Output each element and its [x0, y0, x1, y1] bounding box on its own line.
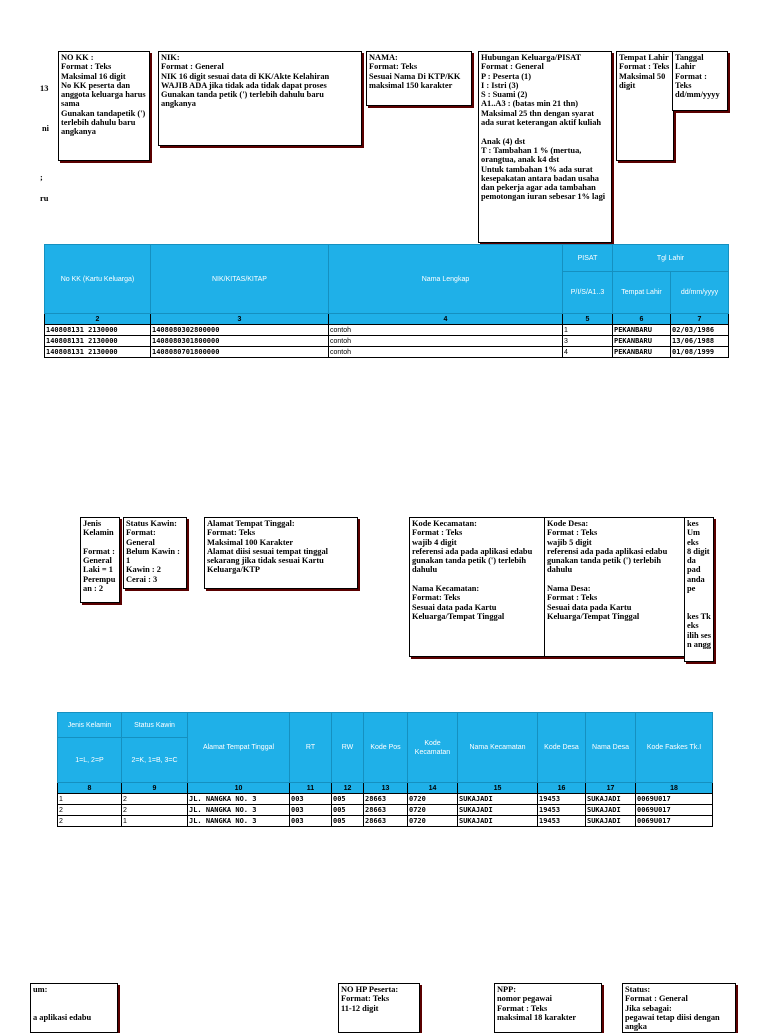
cell-status-kawin[interactable]: 2: [122, 805, 188, 816]
cell-nik[interactable]: 1408080701800000: [151, 347, 329, 358]
cell-tempat-lahir[interactable]: PEKANBARU: [613, 336, 671, 347]
cell-kode-desa[interactable]: 19453: [538, 794, 586, 805]
left-fragment-13: 13: [40, 84, 49, 93]
cell-nama[interactable]: contoh: [329, 325, 563, 336]
column-number: 7: [671, 314, 729, 325]
cell-nama-desa[interactable]: SUKAJADI: [586, 794, 636, 805]
left-fragment-ni: ni: [42, 124, 49, 133]
column-number: 8: [58, 783, 122, 794]
header-alamat: Alamat Tempat Tinggal: [188, 713, 290, 783]
header-nama-kecamatan: Nama Kecamatan: [458, 713, 538, 783]
comment-no-hp: NO HP Peserta: Format: Teks 11-12 digit: [338, 983, 420, 1033]
cell-nama[interactable]: contoh: [329, 336, 563, 347]
header-status-kawin: Status Kawin: [122, 713, 188, 738]
cell-status-kawin[interactable]: 2: [122, 794, 188, 805]
cell-rw[interactable]: 005: [332, 805, 364, 816]
comment-npp: NPP: nomor pegawai Format : Teks maksimal 18 karakter: [494, 983, 602, 1033]
table-row: [58, 816, 713, 827]
cell-kode-kecamatan[interactable]: 0720: [408, 816, 458, 827]
cell-pisat[interactable]: 1: [563, 325, 613, 336]
cell-nama-desa[interactable]: SUKAJADI: [586, 816, 636, 827]
cell-kode-faskes[interactable]: 0069U017: [636, 794, 713, 805]
column-number: 6: [613, 314, 671, 325]
cell-rt[interactable]: 003: [290, 794, 332, 805]
header-kode-pos: Kode Pos: [364, 713, 408, 783]
comment-hubungan-keluarga: Hubungan Keluarga/PISAT Format : General P : Peserta (1) I : Istri (3) S : Suami (2) A1..A3 : (batas min 21 thn) Maksimal 25 thn dengan syarat ada surat keterangan aktif kuliah Anak (4) dst T : Tambahan 1 % (mertua, orangtua, anak k4 dst Untuk tambahan 1% ada surat kesepakatan antara badan usaha dan pekerja agar ada tambahan pemotongan iuran sebesar 1% lagi: [478, 51, 612, 243]
comment-nik: NIK: Format : General NIK 16 digit sesuai data di KK/Akte Kelahiran WAJIB ADA jika tidak ada tidak dapat proses Gunakan tanda petik (') terlebih dahulu baru angkanya: [158, 51, 362, 146]
header-tgl-lahir: Tgl Lahir: [613, 245, 729, 272]
comment-status: Status: Format : General Jika sebagai: pegawai tetap diisi dengan angka: [622, 983, 736, 1033]
comment-status-kawin: Status Kawin: Format: General Belum Kawin : 1 Kawin : 2 Cerai : 3: [123, 517, 187, 589]
cell-rt[interactable]: 003: [290, 816, 332, 827]
column-number: 12: [332, 783, 364, 794]
cell-kode-pos[interactable]: 28663: [364, 805, 408, 816]
table-row: [58, 805, 713, 816]
cell-rw[interactable]: 005: [332, 816, 364, 827]
column-number: 17: [586, 783, 636, 794]
column-number: 15: [458, 783, 538, 794]
cell-nama-kecamatan[interactable]: SUKAJADI: [458, 805, 538, 816]
peserta-table-part1: [44, 244, 729, 358]
header-pisat: PISAT: [563, 245, 613, 272]
table-row: [58, 794, 713, 805]
table-row: [45, 347, 729, 358]
header-kode-desa: Kode Desa: [538, 713, 586, 783]
header-nama-lengkap: Nama Lengkap: [329, 245, 563, 314]
header-nik: NIK/KITAS/KITAP: [151, 245, 329, 314]
cell-tgl-lahir[interactable]: 01/08/1999: [671, 347, 729, 358]
cell-tempat-lahir[interactable]: PEKANBARU: [613, 325, 671, 336]
cell-kode-pos[interactable]: 28663: [364, 816, 408, 827]
cell-rw[interactable]: 005: [332, 794, 364, 805]
cell-kode-kecamatan[interactable]: 0720: [408, 794, 458, 805]
cell-kode-kecamatan[interactable]: 0720: [408, 805, 458, 816]
cell-nik[interactable]: 1408080301800000: [151, 336, 329, 347]
header-nama-desa: Nama Desa: [586, 713, 636, 783]
comment-partial-left: um: a aplikasi edabu: [30, 983, 118, 1033]
cell-nama-desa[interactable]: SUKAJADI: [586, 805, 636, 816]
comment-kode-desa: Kode Desa: Format : Teks wajib 5 digit referensi ada pada aplikasi edabu gunakan tanda petik (') terlebih dahulu Nama Desa: Format : Teks Sesuai data pada Kartu Keluarga/Tempat Tinggal: [544, 517, 686, 657]
cell-tgl-lahir[interactable]: 02/03/1986: [671, 325, 729, 336]
comment-jenis-kelamin: Jenis Kelamin Format : General Laki = 1 Perempu an : 2: [80, 517, 120, 603]
cell-rt[interactable]: 003: [290, 805, 332, 816]
cell-no-kk[interactable]: 140808131 2130000: [45, 336, 151, 347]
cell-pisat[interactable]: 4: [563, 347, 613, 358]
column-number: 16: [538, 783, 586, 794]
cell-tgl-lahir[interactable]: 13/06/1988: [671, 336, 729, 347]
header-kode-faskes: Kode Faskes Tk.I: [636, 713, 713, 783]
left-fragment-ru: ru: [40, 194, 49, 203]
cell-kode-pos[interactable]: 28663: [364, 794, 408, 805]
cell-status-kawin[interactable]: 1: [122, 816, 188, 827]
cell-alamat[interactable]: JL. NANGKA NO. 3: [188, 816, 290, 827]
cell-tempat-lahir[interactable]: PEKANBARU: [613, 347, 671, 358]
cell-alamat[interactable]: JL. NANGKA NO. 3: [188, 805, 290, 816]
header-status-kawin-codes: 2=K, 1=B, 3=C: [122, 738, 188, 783]
cell-kode-desa[interactable]: 19453: [538, 805, 586, 816]
header-rw: RW: [332, 713, 364, 783]
column-number: 13: [364, 783, 408, 794]
comment-nama: NAMA: Format: Teks Sesuai Nama Di KTP/KK maksimal 150 karakter: [366, 51, 472, 106]
column-number: 2: [45, 314, 151, 325]
cell-kode-faskes[interactable]: 0069U017: [636, 816, 713, 827]
cell-jenis-kelamin[interactable]: 2: [58, 805, 122, 816]
cell-kode-desa[interactable]: 19453: [538, 816, 586, 827]
cell-pisat[interactable]: 3: [563, 336, 613, 347]
cell-nama-kecamatan[interactable]: SUKAJADI: [458, 816, 538, 827]
cell-alamat[interactable]: JL. NANGKA NO. 3: [188, 794, 290, 805]
header-jenis-kelamin: Jenis Kelamin: [58, 713, 122, 738]
left-fragment-semicolon: ;: [40, 173, 43, 182]
comment-faskes-partial: kes Um eks 8 digit da pad anda pe kes Tk eks ilih ses n angg: [684, 517, 714, 662]
column-number: 14: [408, 783, 458, 794]
cell-kode-faskes[interactable]: 0069U017: [636, 805, 713, 816]
header-kode-kecamatan: Kode Kecamatan: [408, 713, 458, 783]
column-number: 4: [329, 314, 563, 325]
comment-no-kk: NO KK : Format : Teks Maksimal 16 digit No KK peserta dan anggota keluarga harus sama Gunakan tandapetik (') terlebih dahulu baru angkanya: [58, 51, 150, 161]
cell-jenis-kelamin[interactable]: 1: [58, 794, 122, 805]
column-number: 10: [188, 783, 290, 794]
cell-no-kk[interactable]: 140808131 2130000: [45, 325, 151, 336]
header-no-kk: No KK (Kartu Keluarga): [45, 245, 151, 314]
column-number: 3: [151, 314, 329, 325]
comment-tanggal-lahir: Tanggal Lahir Format : Teks dd/mm/yyyy: [672, 51, 728, 111]
cell-nama[interactable]: contoh: [329, 347, 563, 358]
cell-no-kk[interactable]: 140808131 2130000: [45, 347, 151, 358]
column-number: 9: [122, 783, 188, 794]
header-rt: RT: [290, 713, 332, 783]
table-row: [45, 336, 729, 347]
comment-kode-kecamatan: Kode Kecamatan: Format : Teks wajib 4 digit referensi ada pada aplikasi edabu gunakan tanda petik (') terlebih dahulu Nama Kecamatan: Format: Teks Sesuai data pada Kartu Keluarga/Tempat Tinggal: [409, 517, 545, 657]
cell-jenis-kelamin[interactable]: 2: [58, 816, 122, 827]
comment-tempat-lahir: Tempat Lahir Format : Teks Maksimal 50 digit: [616, 51, 674, 161]
header-pisat-codes: P/I/S/A1..3: [563, 272, 613, 314]
header-date-format: dd/mm/yyyy: [671, 272, 729, 314]
table-row: [45, 325, 729, 336]
header-jenis-kelamin-codes: 1=L, 2=P: [58, 738, 122, 783]
column-number: 18: [636, 783, 713, 794]
comment-alamat: Alamat Tempat Tinggal: Format: Teks Maksimal 100 Karakter Alamat diisi sesuai tempat tinggal sekarang jika tidak sesuai Kartu Keluarga/KTP: [204, 517, 358, 589]
column-number: 11: [290, 783, 332, 794]
peserta-table-part2: [57, 712, 713, 827]
header-tempat-lahir: Tempat Lahir: [613, 272, 671, 314]
cell-nama-kecamatan[interactable]: SUKAJADI: [458, 794, 538, 805]
column-number: 5: [563, 314, 613, 325]
cell-nik[interactable]: 1408080302800000: [151, 325, 329, 336]
